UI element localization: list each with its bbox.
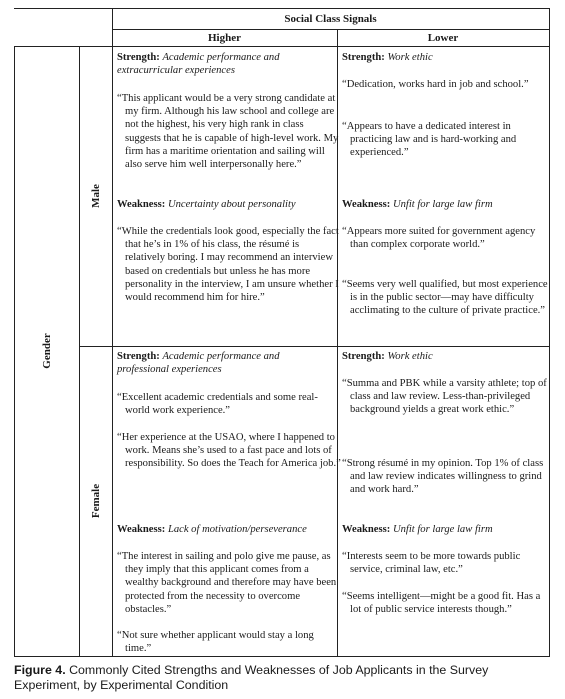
quote: “Dedication, works hard in job and school.” [342,79,529,90]
header-rule-1 [112,29,550,30]
quote: “Her experience at the USAO, where I happened to work. Means she’s used to a fast pace and lots of responsibility. So does the Teach for America job.” [117,432,341,470]
strength-text: Work ethic [387,52,433,63]
male-female-rule [79,346,550,347]
quote: “Summa and PBK while a varsity athlete; top of class and law review. Less-than-privileged background yields a great work ethic.” [342,378,547,416]
sex-col-rule [112,8,113,656]
female-higher-strength [117,350,333,376]
header-lower: Lower [427,32,459,44]
quote: “The interest in sailing and polo give me pause, as they imply that this applicant comes from a wealthy background and therefore may have been protected from the necessity to overcome obstacles.” [117,551,337,615]
header-higher: Higher [208,32,241,44]
quote: “This applicant would be a very strong candidate at my firm. Although his law school and college are not the highest, his very high rank in class suggests that he is capable of high-level work. My firm has a maritime orientation and sailing will also serve him well interpersonally here.” [117,93,339,171]
weakness-text: Lack of motivation/perseverance [167,524,307,535]
header-social-class: Social Class Signals [284,13,377,25]
table-bottom-rule [14,656,550,657]
strength-prefix: Strength: [117,52,160,63]
weakness-text: Uncertainty about personality [167,199,296,210]
strength-text: Work ethic [387,351,433,362]
male-lower-weakness [342,198,547,211]
strength-text: Academic performance and professional experiences [117,351,280,376]
quote: “Not sure whether applicant would stay a long time.” [117,630,314,655]
weakness-prefix: Weakness: [117,199,166,210]
male-higher-weakness [117,198,333,211]
weakness-text: Unfit for large law firm [392,199,493,210]
header-rule-2 [14,46,550,47]
strength-text: Academic performance and extracurricular experiences [117,52,280,77]
strength-prefix: Strength: [117,351,160,362]
female-lower-weakness [342,523,547,536]
female-lower-strength [342,350,547,363]
weakness-prefix: Weakness: [117,524,166,535]
female-higher-weakness [117,523,337,536]
strength-prefix: Strength: [342,52,385,63]
row-label-gender: Gender [41,333,53,369]
quote: “Appears more suited for government agency than complex corporate world.” [342,226,536,251]
figure-caption [14,663,554,693]
quote: “Appears to have a dedicated interest in practicing law and is hard-working and experienced.” [342,121,517,159]
row-label-female: Female [90,483,102,519]
row-label-male: Male [90,184,102,208]
gender-col-rule [79,46,80,656]
strength-prefix: Strength: [342,351,385,362]
quote: “Seems intelligent—might be a good fit. Has a lot of public service interests though.” [342,591,541,616]
quote: “Strong résumé in my opinion. Top 1% of class and law review indicates willingness to grind and work hard.” [342,458,544,496]
caption-label: Figure 4. [14,663,66,677]
quote: “While the credentials look good, especially the fact that he’s in 1% of his class, the résumé is relatively boring. I may recommend an interview based on credentials but unless he has more personality in the interview, I am unsure whether I would recommend him for hire.” [117,226,339,304]
weakness-prefix: Weakness: [342,199,391,210]
quote: “Excellent academic credentials and some real-world work experience.” [117,392,318,417]
table-top-rule [14,8,550,9]
table-left-rule [14,46,15,656]
male-lower-strength [342,51,547,64]
male-higher-strength [117,51,333,77]
quote: “Interests seem to be more towards public service, criminal law, etc.” [342,551,521,576]
quote: “Seems very well qualified, but most experience is in the public sector—may have difficulty acclimating to the culture of private practice.” [342,279,548,317]
weakness-prefix: Weakness: [342,524,391,535]
caption-text: Commonly Cited Strengths and Weaknesses of Job Applicants in the Survey Experiment, by Experimental Condition [14,663,489,692]
weakness-text: Unfit for large law firm [392,524,493,535]
